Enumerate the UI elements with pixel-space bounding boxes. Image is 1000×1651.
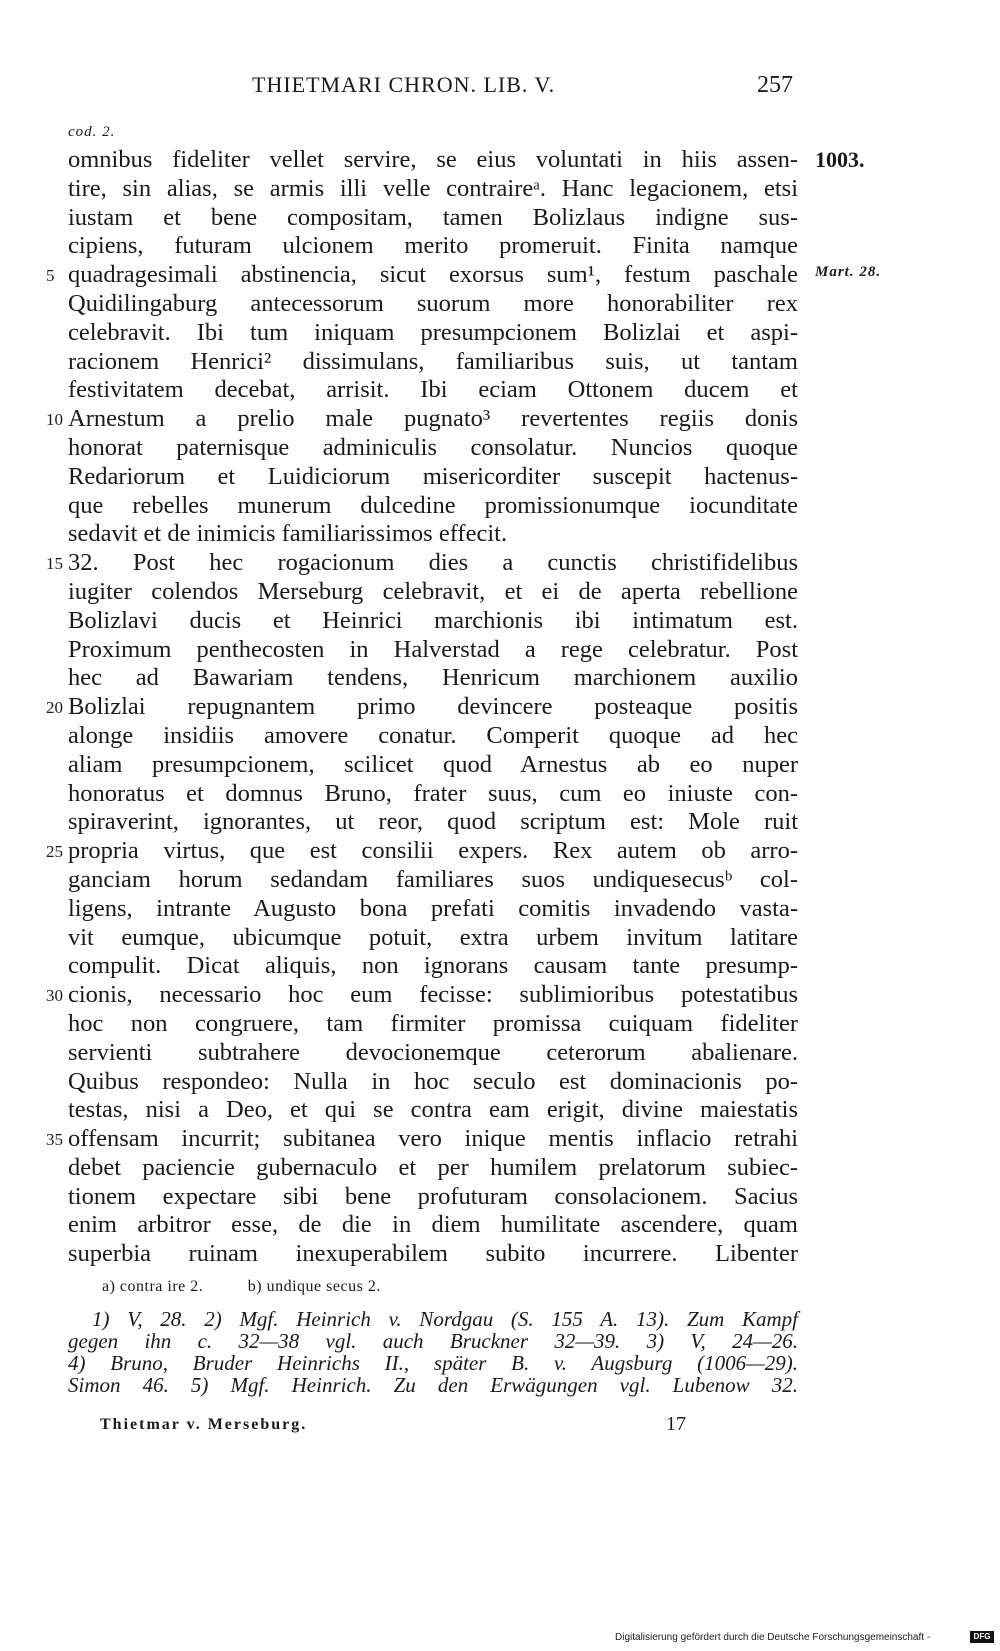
line-text: tionem expectare sibi bene profuturam consolacionem. Sacius	[68, 1182, 798, 1210]
text-line	[68, 924, 798, 953]
line-text: racionem Henrici² dissimulans, familiaribus suis, ut tantam	[68, 347, 798, 375]
line-text: Bolizlai repugnantem primo devincere posteaque positis	[68, 693, 798, 721]
line-text: quadragesimali abstinencia, sicut exorsus sum¹, festum paschale	[68, 261, 798, 289]
text-line	[46, 405, 798, 434]
text-line	[46, 693, 798, 722]
line-text: honorat paternisque adminiculis consolatur. Nuncios quoque	[68, 433, 798, 461]
line-text: spiraverint, ignorantes, ut reor, quod scriptum est: Mole ruit	[68, 808, 798, 836]
line-text: testas, nisi a Deo, et qui se contra eam erigit, divine maiestatis	[68, 1096, 798, 1124]
text-line	[68, 463, 798, 492]
text-line	[68, 607, 798, 636]
line-text: aliam presumpcionem, scilicet quod Arnestus ab eo nuper	[68, 750, 798, 778]
text-line	[68, 376, 798, 405]
text-line	[46, 261, 798, 290]
footer-sheet-number: 17	[666, 1413, 686, 1435]
text-line	[68, 952, 798, 981]
footnote-line: 4) Bruno, Bruder Heinrichs II., später B. v. Augsburg (1006—29).	[68, 1351, 798, 1375]
footnote-line: 1) V, 28. 2) Mgf. Heinrich v. Nordgau (S. 155 A. 13). Zum Kampf	[92, 1307, 798, 1331]
text-line	[68, 204, 798, 233]
text-line	[68, 434, 798, 463]
digitization-credit: Digitalisierung gefördert durch die Deutsche Forschungsgemeinschaft -	[615, 1632, 931, 1643]
line-number: 10	[46, 410, 63, 430]
line-number: 5	[46, 266, 55, 286]
line-text: omnibus fideliter vellet servire, se eius voluntati in hiis assen-	[68, 146, 798, 173]
critical-apparatus	[102, 1278, 421, 1296]
line-text: Arnestum a prelio male pugnato³ revertentes regiis donis	[68, 405, 798, 433]
line-number: 20	[46, 698, 63, 718]
text-line	[68, 1096, 798, 1125]
text-line	[68, 290, 798, 319]
text-line	[68, 1211, 798, 1240]
footnote-line: gegen ihn c. 32—38 vgl. auch Bruckner 32—39. 3) V, 24—26.	[68, 1329, 798, 1353]
margin-year: 1003.	[815, 147, 865, 172]
line-text: alonge insidiis amovere conatur. Comperit quoque ad hec	[68, 721, 798, 749]
text-line	[46, 1125, 798, 1154]
margin-date: Mart. 28.	[815, 264, 882, 280]
text-line	[68, 866, 798, 895]
line-text: servienti subtrahere devocionemque ceterorum abalienare.	[68, 1038, 798, 1066]
line-text: festivitatem decebat, arrisit. Ibi eciam Ottonem ducem et	[68, 376, 798, 404]
line-text: Quibus respondeo: Nulla in hoc seculo est dominacionis po-	[68, 1067, 798, 1095]
main-text	[46, 146, 798, 1269]
line-text: hec ad Bawariam tendens, Henricum marchionem auxilio	[68, 664, 798, 692]
line-text: vit eumque, ubicumque potuit, extra urbem invitum latitare	[68, 923, 798, 951]
footer-signature: Thietmar v. Merseburg.	[100, 1416, 308, 1433]
line-text: celebravit. Ibi tum iniquam presumpcionem Bolizlai et aspi-	[68, 318, 798, 346]
line-text: offensam incurrit; subitanea vero inique mentis inflacio retrahi	[68, 1125, 798, 1153]
line-text: Quidilingaburg antecessorum suorum more honorabiliter rex	[68, 289, 798, 317]
line-text: Bolizlavi ducis et Heinrici marchionis ibi intimatum est.	[68, 606, 798, 634]
text-line	[68, 1039, 798, 1068]
line-text: iustam et bene compositam, tamen Bolizlaus indigne sus-	[68, 203, 798, 231]
line-text: compulit. Dicat aliquis, non ignorans causam tante presump-	[68, 952, 798, 980]
text-line	[68, 664, 798, 693]
apparatus-note-a: a) contra ire 2.	[102, 1278, 204, 1295]
page-number: 257	[757, 72, 793, 98]
text-line	[68, 232, 798, 261]
line-text: tire, sin alias, se armis illi velle contraireᵃ. Hanc legacionem, etsi	[68, 174, 798, 202]
text-line	[46, 549, 798, 578]
text-line	[68, 520, 798, 549]
line-text: superbia ruinam inexuperabilem subito incurrere. Libenter	[68, 1240, 798, 1268]
footnotes	[68, 1308, 798, 1396]
text-line	[68, 1240, 798, 1269]
text-line	[68, 175, 798, 204]
line-number: 25	[46, 842, 63, 862]
line-text: que rebelles munerum dulcedine promissionumque iocunditate	[68, 491, 798, 519]
line-text: cionis, necessario hoc eum fecisse: sublimioribus potestatibus	[68, 981, 798, 1009]
text-line	[68, 1068, 798, 1097]
text-line	[68, 780, 798, 809]
line-text: debet paciencie gubernaculo et per humilem prelatorum subiec-	[68, 1153, 798, 1181]
line-text: 32. Post hec rogacionum dies a cunctis christifidelibus	[68, 549, 798, 577]
line-text: propria virtus, que est consilii expers. Rex autem ob arro-	[68, 837, 798, 865]
text-line	[68, 492, 798, 521]
running-head: THIETMARI CHRON. LIB. V.	[252, 72, 556, 97]
text-line	[68, 751, 798, 780]
text-line	[46, 837, 798, 866]
line-text: enim arbitror esse, de die in diem humilitate ascendere, quam	[68, 1211, 798, 1239]
line-number: 30	[46, 986, 63, 1006]
line-number: 35	[46, 1130, 63, 1150]
line-text: honoratus et domnus Bruno, frater suus, cum eo iniuste con-	[68, 779, 798, 807]
line-number: 15	[46, 554, 63, 574]
footnote-line: Simon 46. 5) Mgf. Heinrich. Zu den Erwägungen vgl. Lubenow 32.	[68, 1373, 798, 1397]
text-line	[68, 808, 798, 837]
text-line	[68, 1154, 798, 1183]
text-line	[68, 319, 798, 348]
text-line	[68, 348, 798, 377]
line-text: cipiens, futuram ulcionem merito promeruit. Finita namque	[68, 232, 798, 260]
line-text: iugiter colendos Merseburg celebravit, et ei de aperta rebellione	[68, 577, 798, 605]
dfg-logo: DFG	[970, 1631, 994, 1643]
text-line	[68, 578, 798, 607]
line-text: ganciam horum sedandam familiares suos undiquesecusᵇ col-	[68, 865, 798, 893]
line-text: Proximum penthecosten in Halverstad a rege celebratur. Post	[68, 635, 798, 663]
text-line	[46, 981, 798, 1010]
text-line	[68, 1010, 798, 1039]
line-text: Redariorum et Luidiciorum misericorditer suscepit hactenus-	[68, 462, 798, 490]
text-line	[68, 636, 798, 665]
line-text: ligens, intrante Augusto bona prefati comitis invadendo vasta-	[68, 894, 798, 922]
text-line	[68, 722, 798, 751]
text-line	[68, 146, 798, 175]
codex-note: cod. 2.	[68, 124, 116, 140]
apparatus-note-b: b) undique secus 2.	[247, 1278, 381, 1295]
text-line	[68, 1183, 798, 1212]
line-text: hoc non congruere, tam firmiter promissa cuiquam fideliter	[68, 1009, 798, 1037]
line-text: sedavit et de inimicis familiarissimos effecit.	[68, 520, 508, 548]
text-line	[68, 895, 798, 924]
